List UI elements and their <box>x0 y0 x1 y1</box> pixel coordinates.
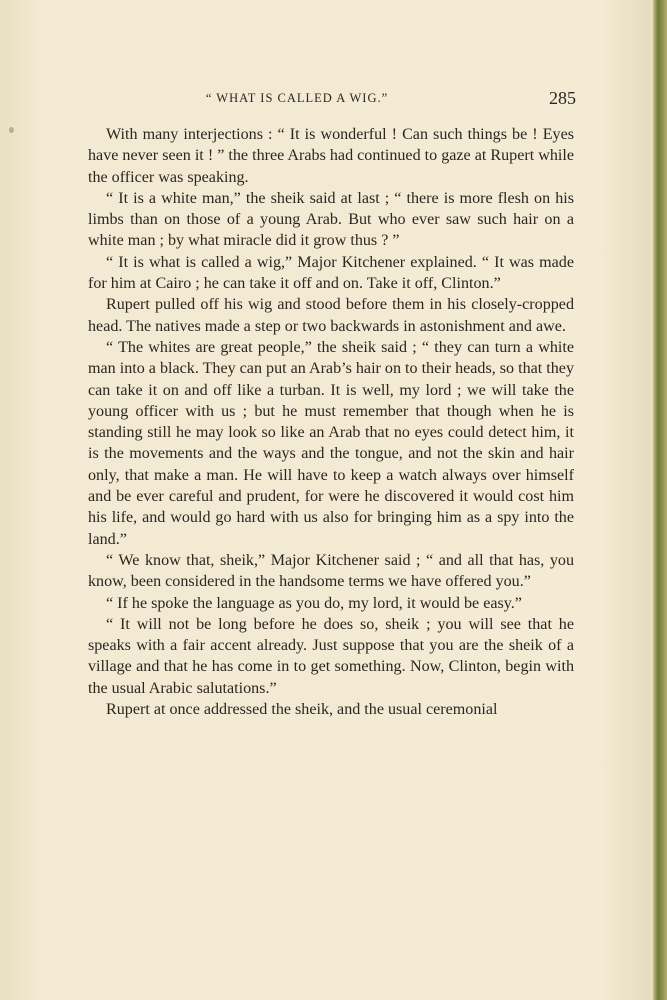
running-title: “ WHAT IS CALLED A WIG.” <box>205 91 389 105</box>
paragraph: Rupert pulled off his wig and stood before them in his closely-cropped head. The natives made a step or two backwards in astonishment and awe. <box>88 296 574 335</box>
paragraph: “ If he spoke the language as you do, my lord, it would be easy.” <box>106 594 522 612</box>
paragraph: “ The whites are great people,” the sheik said ; “ they can turn a white man into a black. They can put an Arab’s hair on to their heads, so that they can take it on and off like a turban. It is well, my lord ; we will take the young officer with us ; but he must remember that though when he is standing still he may look so like an Arab that no eyes could detect him, it is the movements and the ways and the tongue, and not the skin and hair only, that make a man. He will have to keep a watch always over himself and be ever careful and prudent, for were he discovered it would cost him his life, and would go hard with us also for bringing him as a spy into the land.” <box>88 338 574 548</box>
paragraph: “ It is what is called a wig,” Major Kitchener explained. “ It was made for him at Cairo ; he can take it off and on. Take it off, Clinton.” <box>88 253 574 293</box>
page-blemish <box>9 127 14 133</box>
page-number: 285 <box>549 88 576 108</box>
paragraph: “ It is a white man,” the sheik said at last ; “ there is more flesh on his limbs than on those of a young Arab. But who ever saw such hair on a white man ; by what miracle did it grow thus ? ” <box>88 189 574 250</box>
book-binding-edge <box>653 0 667 1000</box>
paragraph: Rupert at once addressed the sheik, and the usual ceremonial <box>106 701 498 719</box>
page-header <box>88 88 576 110</box>
body-text <box>88 124 574 720</box>
paragraph: “ We know that, sheik,” Major Kitchener said ; “ and all that has, you know, been considered in the handsome terms we have offered you.” <box>88 551 574 591</box>
paragraph: “ It will not be long before he does so, sheik ; you will see that he speaks with a fair accent already. Just suppose that you are the sheik of a village and that he has come in to get something. Now, Clinton, begin with the usual Arabic salutations.” <box>88 615 574 697</box>
paragraph: With many interjections : “ It is wonderful ! Can such things be ! Eyes have never seen it ! ” the three Arabs had continued to gaze at Rupert while the officer was speaking. <box>88 126 574 186</box>
